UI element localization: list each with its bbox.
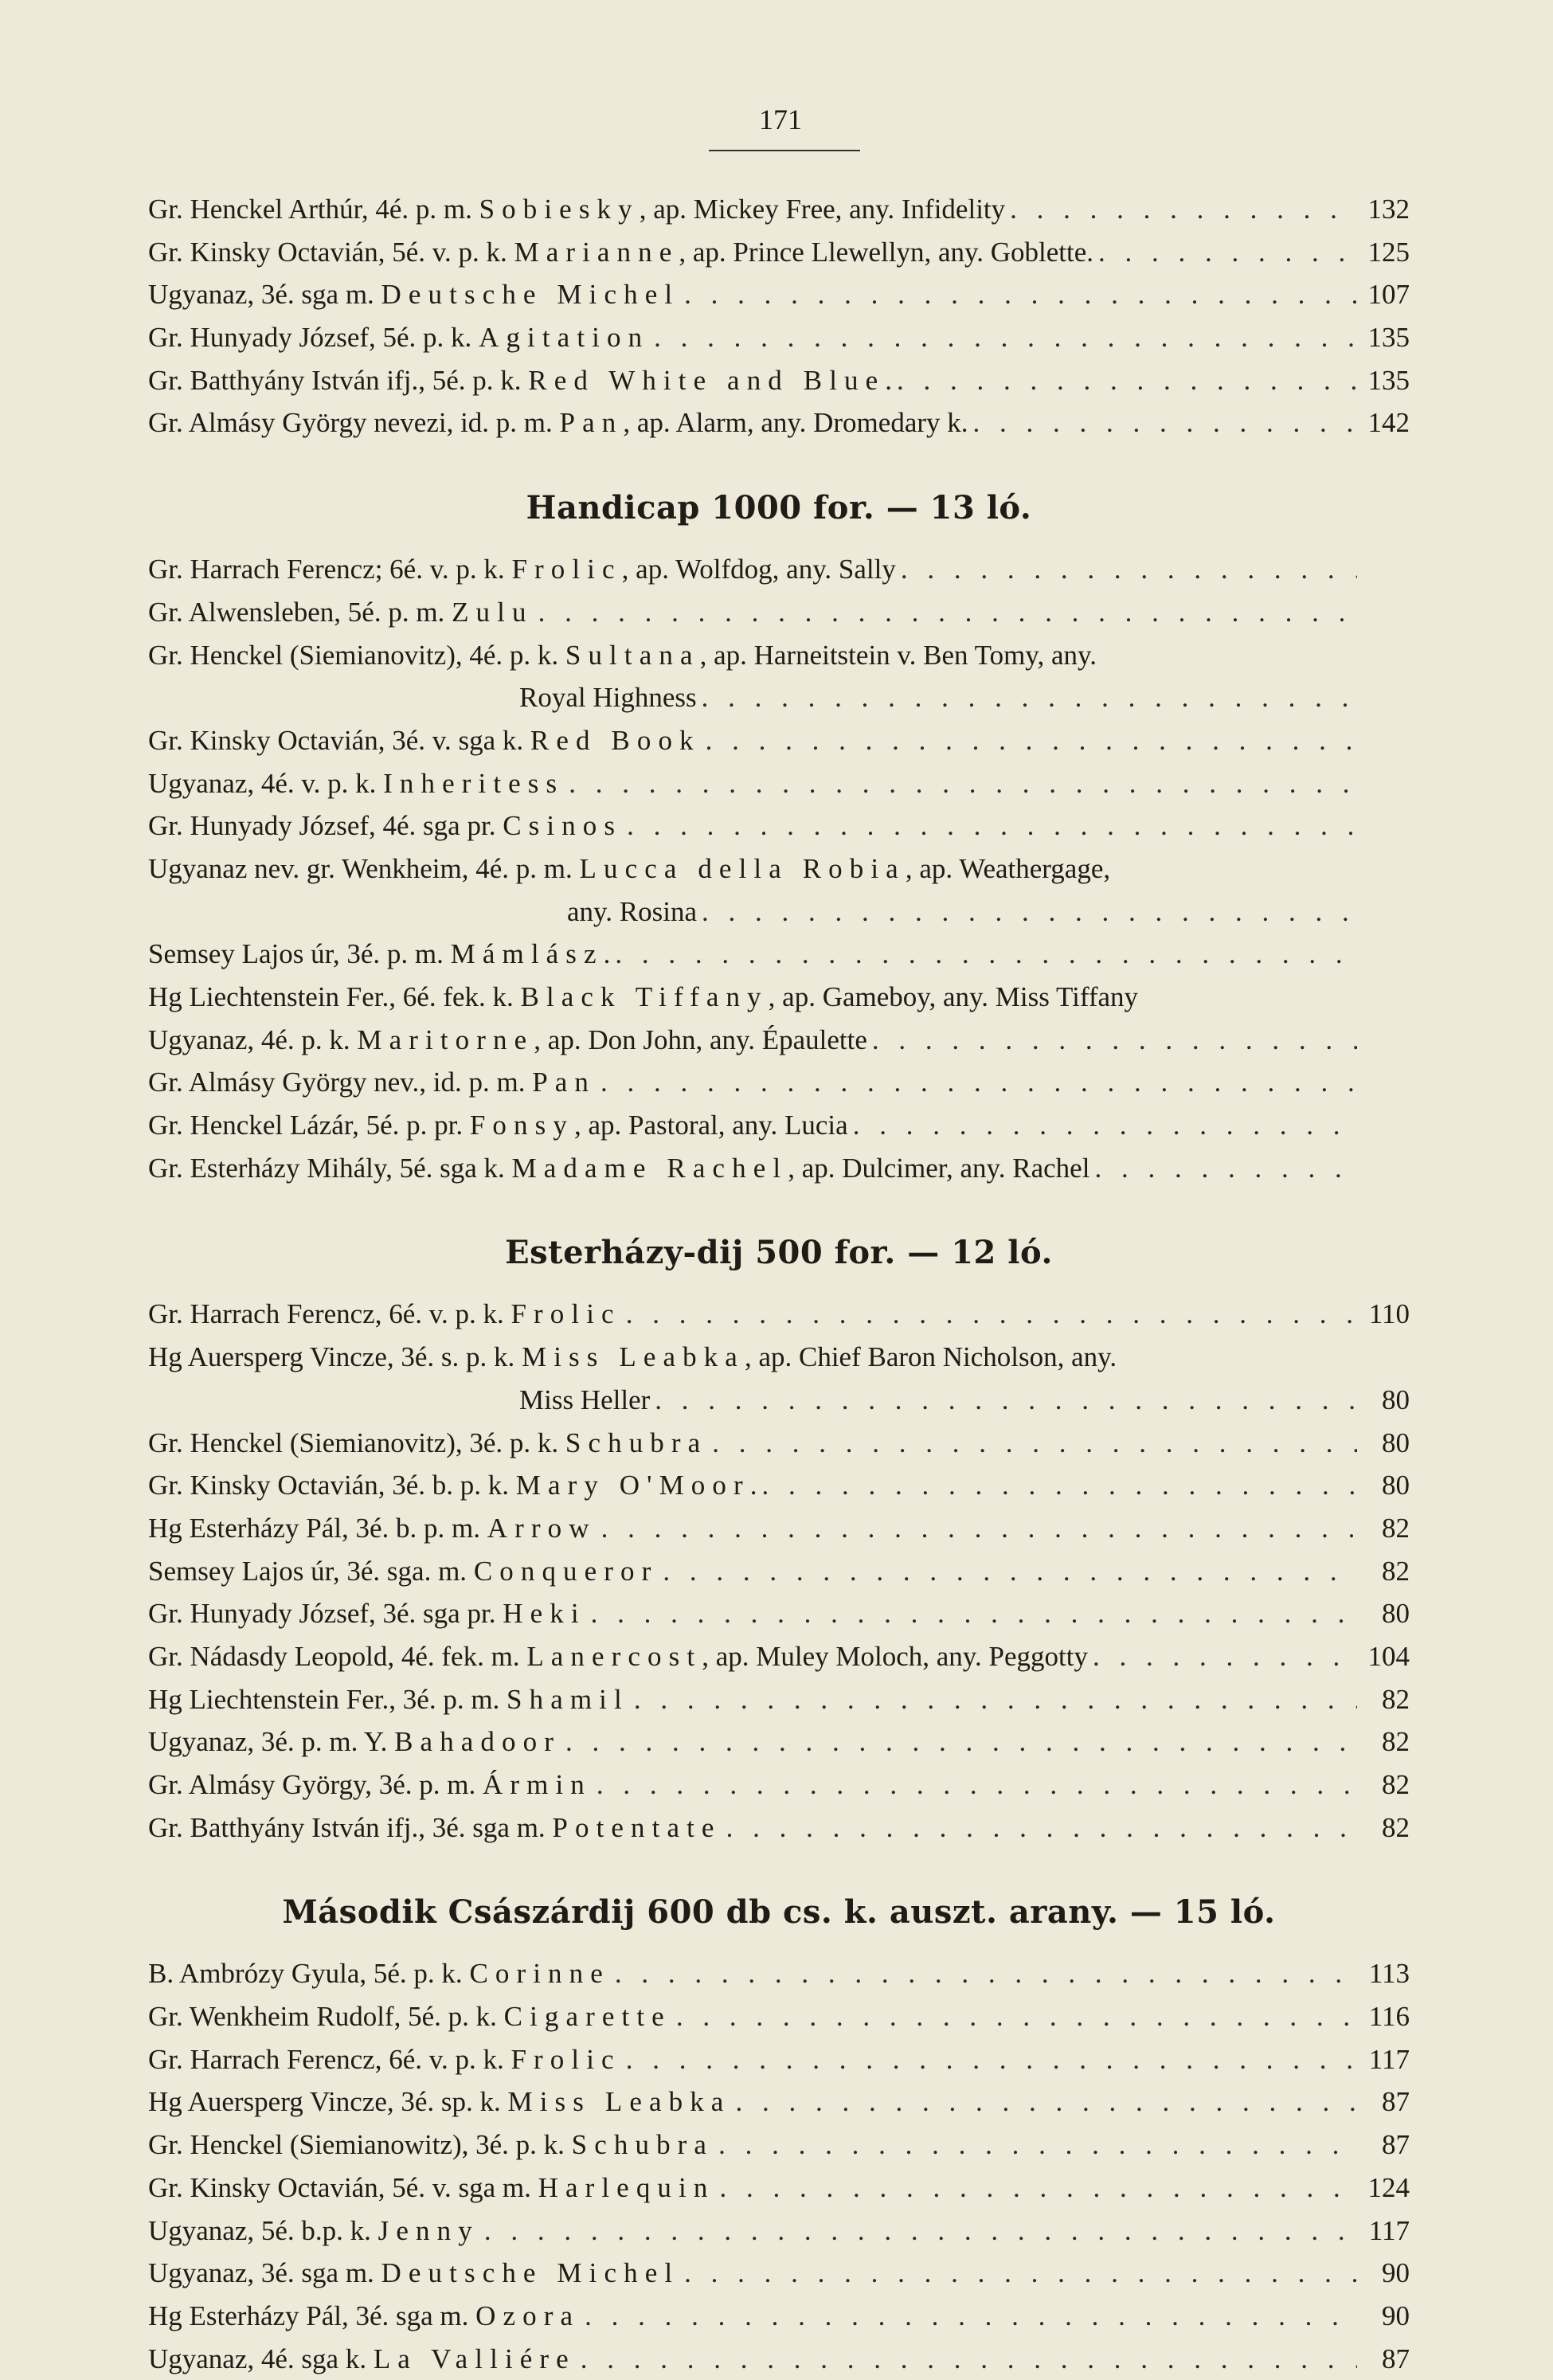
owner-text: Ugyanaz, 4é. sga k. xyxy=(148,2343,367,2374)
owner-text: Hg Auersperg Vincze, 3é. sp. k. xyxy=(148,2086,501,2118)
entry-text xyxy=(148,719,701,762)
dot-leader xyxy=(735,2081,1357,2124)
owner-text: Gr. Wenkheim Rudolf, 5é. p. k. xyxy=(148,2001,497,2033)
entry-row xyxy=(148,231,1410,274)
horse-name: Agitation xyxy=(479,322,650,354)
owner-text: Gr. Esterházy Mihály, 5é. sga k. xyxy=(148,1152,505,1184)
entry-row xyxy=(148,1763,1410,1807)
entry-value: 82 xyxy=(1382,1811,1410,1843)
horse-name: Red Book xyxy=(530,724,701,756)
horse-name: Fonsy xyxy=(469,1110,574,1141)
pedigree-text: , ap. Weathergage, xyxy=(905,852,1111,884)
owner-text: Gr. Harrach Ferencz, 6é. v. p. k. xyxy=(148,2043,504,2075)
horse-name: Deutsche Michel xyxy=(381,279,680,311)
entry-value: 116 xyxy=(1368,2001,1410,2033)
entry-row xyxy=(148,1720,1410,1763)
horse-name: Schubra xyxy=(565,1427,708,1458)
entry-row xyxy=(148,634,1410,677)
entry-text xyxy=(148,1147,1089,1190)
owner-text: Gr. Almásy György nev., id. p. m. xyxy=(148,1067,526,1098)
entry-text xyxy=(148,804,622,847)
entry-row xyxy=(148,1019,1410,1062)
horse-name: Frolic xyxy=(510,1298,621,1330)
pedigree-text: , ap. Mickey Free, any. Infidelity xyxy=(639,194,1006,225)
page-number-rule xyxy=(709,150,860,151)
owner-text: Gr. Henckel (Siemianovitz), 3é. p. k. xyxy=(148,1427,559,1458)
dot-leader xyxy=(1094,1147,1357,1190)
horse-name: La Valliére xyxy=(373,2343,576,2374)
entry-value: 82 xyxy=(1382,1726,1410,1758)
entry-text xyxy=(148,1678,629,1721)
entry-list xyxy=(148,1293,1410,1849)
dot-leader xyxy=(634,1678,1357,1721)
entry-row xyxy=(148,1464,1410,1507)
entry-text xyxy=(148,2252,679,2295)
owner-text: Ugyanaz nev. gr. Wenkheim, 4é. p. m. xyxy=(148,852,573,884)
entry-list xyxy=(148,188,1410,444)
horse-name: Heki xyxy=(503,1598,586,1630)
page-number: 171 xyxy=(759,104,802,135)
entry-text xyxy=(148,231,1093,274)
entry-row xyxy=(148,401,1410,444)
dot-leader xyxy=(627,804,1357,847)
entry-value: 82 xyxy=(1382,1683,1410,1715)
horse-name: Sultana xyxy=(565,639,700,671)
horse-name: Corinne xyxy=(469,1958,610,1990)
entry-row xyxy=(148,1507,1410,1550)
entry-row xyxy=(148,1995,1410,2038)
horse-name: Mámlász xyxy=(450,938,604,970)
horse-name: Pan xyxy=(532,1067,597,1098)
owner-text: Gr. Nádasdy Leopold, 4é. fek. m. xyxy=(148,1640,520,1672)
entry-row xyxy=(148,2167,1410,2210)
entry-row xyxy=(148,1550,1410,1593)
pedigree-text: , ap. Dulcimer, any. Rachel xyxy=(788,1152,1090,1184)
dot-leader xyxy=(626,1293,1357,1336)
entry-row xyxy=(148,316,1410,359)
dot-leader xyxy=(973,401,1357,444)
entry-row xyxy=(148,804,1410,847)
entry-continuation: any. Rosina xyxy=(567,895,697,927)
entry-value: 90 xyxy=(1382,2300,1410,2331)
owner-text: Gr. Almásy György, 3é. p. m. xyxy=(148,1769,476,1800)
entry-row xyxy=(148,188,1410,231)
horse-name: Ozora xyxy=(475,2300,581,2331)
owner-text: Ugyanaz, 3é. p. m. Y. xyxy=(148,1726,388,1758)
entry-text xyxy=(148,847,1110,891)
entry-row xyxy=(148,719,1410,762)
owner-text: Gr. Henckel (Siemianowitz), 3é. p. k. xyxy=(148,2129,565,2161)
horse-name: Ármin xyxy=(482,1769,592,1800)
entry-row xyxy=(148,1061,1410,1104)
entry-row xyxy=(148,273,1410,316)
entry-row xyxy=(148,2295,1410,2338)
entry-value: 142 xyxy=(1367,407,1410,439)
owner-text: Semsey Lajos úr, 3é. sga. m. xyxy=(148,1555,467,1587)
horse-name: Black Tiffany xyxy=(520,981,769,1012)
horse-name: Frolic xyxy=(510,2043,621,2075)
horse-name: Jenny xyxy=(377,2214,479,2246)
entry-text xyxy=(148,359,892,402)
entry-text xyxy=(148,1422,707,1465)
entry-text xyxy=(148,2338,576,2380)
dot-leader xyxy=(872,1019,1357,1062)
owner-text: Hg Esterházy Pál, 3é. b. p. m. xyxy=(148,1512,480,1544)
owner-text: Ugyanaz, 3é. sga m. xyxy=(148,2257,374,2289)
entry-row xyxy=(148,847,1410,891)
entry-row xyxy=(148,2252,1410,2295)
entry-list xyxy=(148,1952,1410,2380)
dot-leader xyxy=(538,591,1357,634)
entry-text xyxy=(148,933,610,976)
entry-value: 132 xyxy=(1367,194,1410,225)
owner-text: Gr. Hunyady József, 5é. p. k. xyxy=(148,322,472,354)
pedigree-text: , ap. Prince Llewellyn, any. Goblette. xyxy=(679,236,1093,268)
entry-row xyxy=(148,1592,1410,1635)
entry-text xyxy=(148,1019,867,1062)
entry-text xyxy=(148,591,534,634)
horse-name: Maritorne xyxy=(357,1024,534,1055)
content xyxy=(148,188,1410,2380)
entry-continuation: Royal Highness xyxy=(519,682,697,714)
dot-leader xyxy=(684,273,1357,316)
owner-text: B. Ambrózy Gyula, 5é. p. k. xyxy=(148,1958,463,1990)
entry-text xyxy=(148,1061,596,1104)
dot-leader xyxy=(901,548,1357,591)
section-heading: Handicap 1000 for. — 13 ló. xyxy=(526,489,1032,527)
owner-text: Gr. Batthyány István ifj., 5é. p. k. xyxy=(148,364,522,396)
entry-row xyxy=(148,676,1410,719)
section-heading: Második Császárdij 600 db cs. k. auszt. arany. — 15 ló. xyxy=(282,1893,1276,1932)
dot-leader xyxy=(600,1061,1357,1104)
horse-name: Schubra xyxy=(571,2129,714,2161)
entry-row xyxy=(148,933,1410,976)
entry-list xyxy=(148,548,1410,1189)
entry-row xyxy=(148,1635,1410,1678)
entry-row xyxy=(148,591,1410,634)
dot-leader xyxy=(569,762,1357,805)
entry-row xyxy=(148,1422,1410,1465)
owner-text: Gr. Kinsky Octavián, 5é. v. p. k. xyxy=(148,236,507,268)
entry-text xyxy=(148,401,968,444)
dot-leader xyxy=(585,2295,1357,2338)
horse-name: Sobiesky xyxy=(479,194,640,225)
entry-text xyxy=(148,1293,621,1336)
horse-name: Miss Leabka xyxy=(507,2086,731,2118)
entry-text xyxy=(148,316,649,359)
horse-name: Madame Rachel xyxy=(511,1152,788,1184)
owner-text: Gr. Batthyány István ifj., 3é. sga m. xyxy=(148,1811,546,1843)
entry-text xyxy=(148,1763,592,1807)
entry-value: 80 xyxy=(1382,1598,1410,1630)
section-heading: Esterházy-dij 500 for. — 12 ló. xyxy=(505,1234,1053,1272)
entry-continuation: Miss Heller xyxy=(519,1384,651,1415)
entry-row xyxy=(148,2210,1410,2253)
dot-leader xyxy=(626,2038,1357,2081)
owner-text: Gr. Almásy György nevezi, id. p. m. xyxy=(148,407,553,439)
owner-text: Gr. Hunyady József, 3é. sga pr. xyxy=(148,1598,496,1630)
horse-name: Inheritess xyxy=(383,767,565,799)
entry-value: 110 xyxy=(1368,1298,1410,1330)
dot-leader xyxy=(712,1422,1357,1465)
dot-leader xyxy=(676,1995,1357,2038)
owner-text: Gr. Harrach Ferencz, 6é. v. p. k. xyxy=(148,1298,504,1330)
dot-leader xyxy=(597,1763,1357,1807)
owner-text: Gr. Henckel (Siemianovitz), 4é. p. k. xyxy=(148,639,559,671)
dot-leader xyxy=(591,1592,1357,1635)
entry-row xyxy=(148,2081,1410,2124)
entry-text xyxy=(148,1807,722,1850)
entry-row xyxy=(148,762,1410,805)
horse-name: Conqueror xyxy=(473,1555,659,1587)
pedigree-text: . xyxy=(885,364,892,396)
horse-name: Shamil xyxy=(507,1683,629,1715)
entry-text xyxy=(148,1336,1117,1379)
owner-text: Ugyanaz, 5é. b.p. k. xyxy=(148,2214,371,2246)
horse-name: Red White and Blue xyxy=(528,364,886,396)
pedigree-text: , ap. Wolfdog, any. Sally xyxy=(621,554,896,585)
horse-name: Pan xyxy=(559,407,624,439)
dot-leader xyxy=(853,1104,1357,1147)
entry-value: 135 xyxy=(1367,322,1410,354)
dot-leader xyxy=(565,1720,1357,1763)
entry-text xyxy=(148,634,1097,677)
entry-text xyxy=(148,1464,757,1507)
entry-text xyxy=(148,548,896,591)
owner-text: Hg Liechtenstein Fer., 3é. p. m. xyxy=(148,1683,500,1715)
entry-row xyxy=(148,548,1410,591)
entry-text xyxy=(148,1952,610,1995)
entry-row xyxy=(148,891,1410,934)
entry-value: 87 xyxy=(1382,2343,1410,2374)
owner-text: Gr. Kinsky Octavián, 3é. v. sga k. xyxy=(148,724,524,756)
dot-leader xyxy=(655,1379,1357,1422)
dot-leader xyxy=(702,891,1357,934)
entry-value: 124 xyxy=(1367,2171,1410,2203)
pedigree-text: , ap. Alarm, any. Dromedary k. xyxy=(623,407,968,439)
dot-leader xyxy=(1010,188,1357,231)
entry-row xyxy=(148,1379,1410,1422)
horse-name: Harlequin xyxy=(538,2171,715,2203)
owner-text: Gr. Harrach Ferencz; 6é. v. p. k. xyxy=(148,554,505,585)
entry-text xyxy=(148,1592,586,1635)
entry-text xyxy=(148,1550,658,1593)
dot-leader xyxy=(762,1464,1357,1507)
entry-text xyxy=(148,2295,580,2338)
owner-text: Ugyanaz, 4é. p. k. xyxy=(148,1024,350,1055)
entry-value: 104 xyxy=(1367,1640,1410,1672)
dot-leader xyxy=(702,676,1357,719)
horse-name: Lucca della Robia xyxy=(579,852,906,884)
entry-value: 135 xyxy=(1367,364,1410,396)
pedigree-text: , ap. Pastoral, any. Lucia xyxy=(573,1110,848,1141)
entry-text xyxy=(148,762,564,805)
entry-text xyxy=(148,2081,730,2124)
entry-text xyxy=(148,1720,561,1763)
horse-name: Mary O'Moor xyxy=(515,1470,750,1501)
entry-text xyxy=(148,2038,621,2081)
entry-value: 107 xyxy=(1367,279,1410,311)
dot-leader xyxy=(663,1550,1357,1593)
dot-leader xyxy=(726,1807,1357,1850)
dot-leader xyxy=(601,1507,1357,1550)
owner-text: Gr. Alwensleben, 5é. p. m. xyxy=(148,596,445,628)
entry-value: 82 xyxy=(1382,1512,1410,1544)
pedigree-text: , ap. Chief Baron Nicholson, any. xyxy=(744,1341,1117,1373)
entry-text xyxy=(148,2124,714,2167)
entry-row xyxy=(148,1336,1410,1379)
entry-text xyxy=(148,1507,597,1550)
pedigree-text: , ap. Harneitstein v. Ben Tomy, any. xyxy=(699,639,1097,671)
dot-leader xyxy=(706,719,1357,762)
entry-value: 125 xyxy=(1367,236,1410,268)
entry-text xyxy=(148,976,1138,1019)
owner-text: Gr. Kinsky Octavián, 3é. b. p. k. xyxy=(148,1470,509,1501)
dot-leader xyxy=(484,2210,1357,2253)
entry-row xyxy=(148,2038,1410,2081)
dot-leader xyxy=(684,2252,1357,2295)
entry-value: 117 xyxy=(1368,2214,1410,2246)
entry-text xyxy=(148,1104,848,1147)
dot-leader xyxy=(718,2124,1357,2167)
entry-row xyxy=(148,2338,1410,2380)
dot-leader xyxy=(654,316,1357,359)
dot-leader xyxy=(615,1952,1357,1995)
horse-name: Zulu xyxy=(452,596,534,628)
entry-row xyxy=(148,1104,1410,1147)
entry-value: 90 xyxy=(1382,2257,1410,2289)
dot-leader xyxy=(897,359,1357,402)
owner-text: Gr. Henckel Arthúr, 4é. p. m. xyxy=(148,194,472,225)
entry-text xyxy=(148,1635,1088,1678)
owner-text: Semsey Lajos úr, 3é. p. m. xyxy=(148,938,444,970)
entry-row xyxy=(148,1147,1410,1190)
entry-value: 87 xyxy=(1382,2086,1410,2118)
dot-leader xyxy=(1098,231,1357,274)
dot-leader xyxy=(581,2338,1357,2380)
horse-name: Bahadoor xyxy=(394,1726,561,1758)
horse-name: Cigarette xyxy=(503,2001,671,2033)
horse-name: Miss Leabka xyxy=(522,1341,745,1373)
owner-text: Ugyanaz, 3é. sga m. xyxy=(148,279,374,311)
entry-value: 87 xyxy=(1382,2129,1410,2161)
entry-text xyxy=(148,273,679,316)
entry-value: 80 xyxy=(1382,1384,1410,1415)
entry-row xyxy=(148,976,1410,1019)
pedigree-text: . xyxy=(749,1470,757,1501)
owner-text: Ugyanaz, 4é. v. p. k. xyxy=(148,767,377,799)
owner-text: Hg Liechtenstein Fer., 6é. fek. k. xyxy=(148,981,514,1012)
owner-text: Gr. Hunyady József, 4é. sga pr. xyxy=(148,810,496,842)
pedigree-text: . xyxy=(603,938,611,970)
entry-row xyxy=(148,1952,1410,1995)
entry-value: 82 xyxy=(1382,1555,1410,1587)
owner-text: Hg Esterházy Pál, 3é. sga m. xyxy=(148,2300,469,2331)
owner-text: Gr. Henckel Lázár, 5é. p. pr. xyxy=(148,1110,464,1141)
entry-value: 117 xyxy=(1368,2043,1410,2075)
entry-row xyxy=(148,1807,1410,1850)
entry-text xyxy=(148,2210,479,2253)
dot-leader xyxy=(615,933,1357,976)
horse-name: Marianne xyxy=(514,236,679,268)
dot-leader xyxy=(719,2167,1357,2210)
entry-row xyxy=(148,2124,1410,2167)
entry-text xyxy=(148,1995,671,2038)
horse-name: Frolic xyxy=(511,554,622,585)
horse-name: Arrow xyxy=(487,1512,597,1544)
pedigree-text: , ap. Gameboy, any. Miss Tiffany xyxy=(768,981,1139,1012)
horse-name: Potentate xyxy=(552,1811,722,1843)
pedigree-text: , ap. Don John, any. Épaulette xyxy=(534,1024,867,1055)
entry-text xyxy=(148,2167,714,2210)
entry-row xyxy=(148,1678,1410,1721)
horse-name: Lanercost xyxy=(526,1640,702,1672)
owner-text: Gr. Kinsky Octavián, 5é. v. sga m. xyxy=(148,2171,531,2203)
entry-row xyxy=(148,1293,1410,1336)
entry-text xyxy=(148,188,1005,231)
entry-row xyxy=(148,359,1410,402)
pedigree-text: , ap. Muley Moloch, any. Peggotty xyxy=(702,1640,1088,1672)
entry-value: 82 xyxy=(1382,1769,1410,1800)
owner-text: Hg Auersperg Vincze, 3é. s. p. k. xyxy=(148,1341,515,1373)
horse-name: Deutsche Michel xyxy=(381,2257,680,2289)
entry-value: 113 xyxy=(1368,1958,1410,1990)
entry-value: 80 xyxy=(1382,1427,1410,1458)
entry-value: 80 xyxy=(1382,1470,1410,1501)
dot-leader xyxy=(1093,1635,1357,1678)
horse-name: Csinos xyxy=(503,810,623,842)
